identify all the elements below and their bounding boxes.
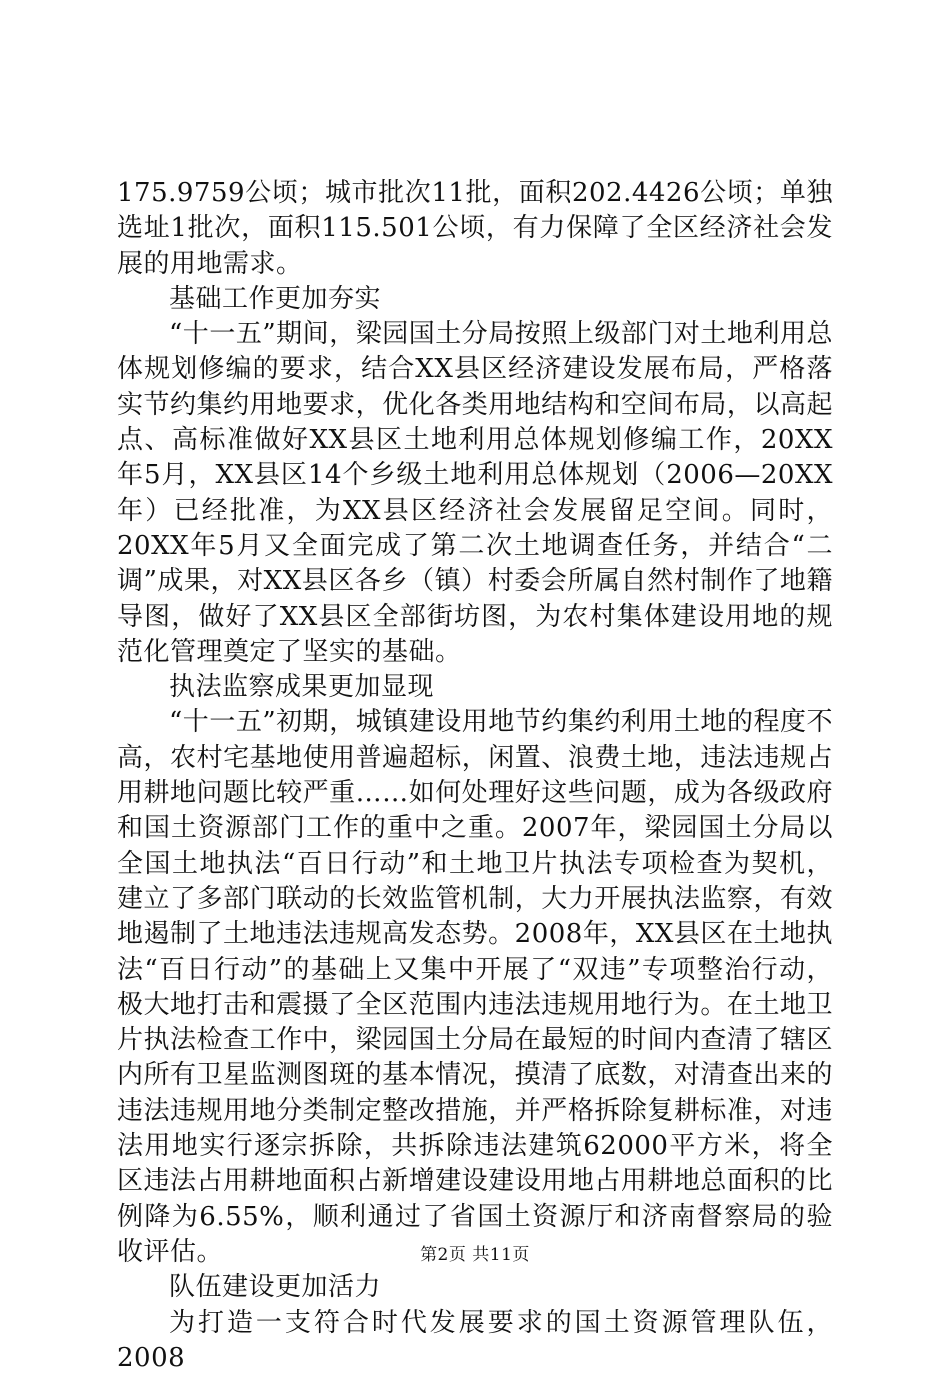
paragraph-enforcement: “十一五”初期，城镇建设用地节约集约利用土地的程度不高，农村宅基地使用普遍超标，闲置、浪费土地，违法违规占用耕地问题比较严重……如何处理好这些问题，成为各级政府和国土资源部门工作的重中之重。2007年，梁园国土分局以全国土地执法“百日行动”和土地卫片执法专项检查为契机，建立了多部门联动的长效监管机制，大力开展执法监察，有效地遏制了土地违法违规高发态势。2008年，XX县区在土地执法“百日行动”的基础上又集中开展了“双违”专项整治行动，极大地打击和震摄了全区范围内违法违规用地行为。在土地卫片执法检查工作中，梁园国土分局在最短的时间内查清了辖区内所有卫星监测图斑的基本情况，摸清了底数，对清查出来的违法违规用地分类制定整改措施，并严格拆除复耕标准，对违法用地实行逐宗拆除，共拆除违法建筑62000平方米，将全区违法占用耕地面积占新增建设建设用地占用耕地总面积的比例降为6.55%，顺利通过了省国土资源厅和济南督察局的验收评估。 xyxy=(117,705,833,1270)
paragraph-continuation: 175.9759公顷；城市批次11批，面积202.4426公顷；单独选址1批次，面积115.501公顷，有力保障了全区经济社会发展的用地需求。 xyxy=(117,176,833,282)
section-heading-foundation: 基础工作更加夯实 xyxy=(117,282,833,317)
page-number-footer: 第2页 共11页 xyxy=(0,1240,950,1265)
section-heading-enforcement: 执法监察成果更加显现 xyxy=(117,670,833,705)
paragraph-foundation: “十一五”期间，梁园国土分局按照上级部门对土地利用总体规划修编的要求，结合XX县区经济建设发展布局，严格落实节约集约用地要求，优化各类用地结构和空间布局，以高起点、高标准做好XX县区土地利用总体规划修编工作，20XX年5月，XX县区14个乡级土地利用总体规划（2006—20XX年）已经批准，为XX县区经济社会发展留足空间。同时，20XX年5月又全面完成了第二次土地调查任务，并结合“二调”成果，对XX县区各乡（镇）村委会所属自然村制作了地籍导图，做好了XX县区全部街坊图，为农村集体建设用地的规范化管理奠定了坚实的基础。 xyxy=(117,317,833,670)
paragraph-team: 为打造一支符合时代发展要求的国土资源管理队伍，2008 xyxy=(117,1306,833,1376)
document-body xyxy=(117,176,833,1376)
section-heading-team: 队伍建设更加活力 xyxy=(117,1270,833,1305)
